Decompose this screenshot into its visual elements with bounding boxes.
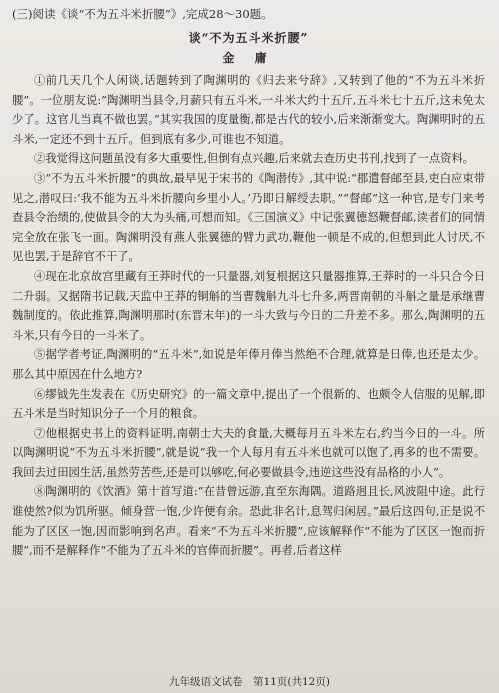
paragraph-7: ⑦他根据史书上的资料证明,南朝士大夫的食量,大概每月五斗米左右,约当今日的一斗。所以陶渊明说“不为五斗米折腰”,就是说“我一个人每月有五斗米也就可以饱了,再多的也不需要。我回去过田园生活,虽然劳苦些,还是可以够吃,何必要做县令,违逆这些没有品格的小人”。 xyxy=(12,426,485,479)
paragraph-6: ⑥缪钺先生发表在《历史研究》的一篇文章中,提出了一个很新的、也颇令人信服的见解,即五斗米是当时知识分子一个月的粮食。 xyxy=(12,387,485,421)
section-heading: (三)阅读《谈“不为五斗米折腰”》,完成28～30题。 xyxy=(12,7,273,21)
article-body xyxy=(12,71,485,561)
article-author: 金 庸 xyxy=(222,51,275,65)
paragraph-5: ⑤据学者考证,陶渊明的“五斗米”,如说是年俸月俸当然绝不合理,就算是日俸,也还是太少。那么其中原因在什么地方? xyxy=(12,348,485,381)
article-title: 谈“不为五斗米折腰” xyxy=(188,31,309,45)
paragraph-8: ⑧陶渊明的《饮酒》第十首写道:“在昔曾远游,直至东海隅。道路迥且长,风波阻中途。此行谁使然?似为饥所驱。倾身营一饱,少许便有余。恐此非名计,息驾归闲居。”最后这四句,正是说不能为了区区一饱,因而影响到名声。看来“不为五斗米折腰”,应该解释作“不能为了区区一饱而折腰”,而不是解释作“不能为了五斗米的官俸而折腰”。再者,后者这样 xyxy=(12,485,485,558)
page-footer: 九年级语文试卷 第11页(共12页) xyxy=(169,676,330,688)
paragraph-3: ③“不为五斗米折腰”的典故,最早见于宋书的《陶潜传》,其中说:“郡遣督邮至县,吏白应束带见之,潜叹曰:‘我不能为五斗米折腰向乡里小人。’乃即日解绶去职。”“督邮”这一种官,是专门来考查县令治绩的,使做县令的大为头痛,可想而知。《三国演义》中记张翼德怒鞭督邮,读者们的同情完全放在张飞一面。陶渊明没有燕人张翼德的臂力武功,鞭他一顿是不成的,但想到此人讨厌,不见也罢,于是辞官不干了。 xyxy=(12,171,485,264)
paragraph-1: ①前几天几个人闲谈,话题转到了陶渊明的《归去来兮辞》,又转到了他的“不为五斗米折腰”。一位朋友说:“陶渊明当县令,月薪只有五斗米,一斗米大约十五斤,五斗米七十五斤,这未免太少了。这官儿当真不做也罢。”其实我国的度量衡,都是古代的较小,后来渐渐变大。陶渊明时的五斗米,一定还不到十五斤。但到底有多少,可谁也不知道。 xyxy=(12,74,485,146)
paragraph-4: ④现在北京故宫里藏有王莽时代的一只量器,刘复根据这只量器推算,王莽时的一斗只合今日二升弱。又据隋书记载,天监中王莽的铜斛的当曹魏斛九斗七升多,两晋南朝的斗斛之量是承继曹魏制度的。依此推算,陶渊明那时(东晋末年)的一斗大致与今日的二升差不多。那么,陶渊明的五斗米,只有今日的一斗米了。 xyxy=(12,269,485,342)
paragraph-2: ②我觉得这问题虽没有多大重要性,但倒有点兴趣,后来就去查历史书刊,找到了一点资料。 xyxy=(34,152,475,166)
